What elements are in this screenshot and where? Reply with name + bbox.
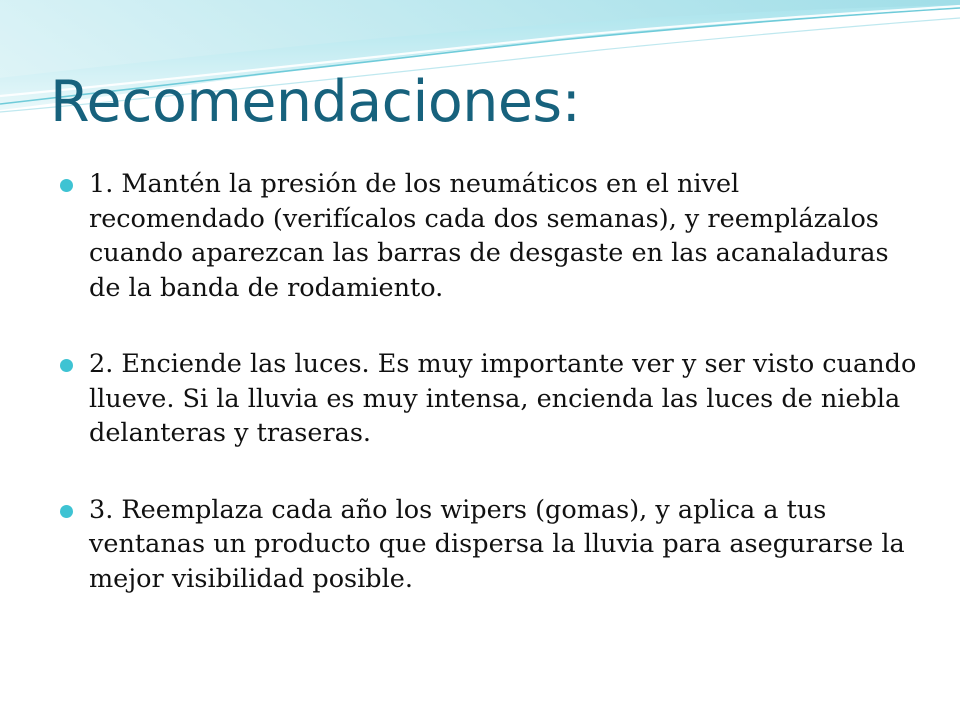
bullet-list [60, 167, 920, 638]
bullet-dot-icon [60, 179, 73, 192]
slide-title: Recomendaciones: [50, 69, 581, 135]
bullet-text: 3. Reemplaza cada año los wipers (gomas), y aplica a tus ventanas un producto que dispersa la lluvia para asegurarse la mejor visibilidad posible. [89, 494, 905, 594]
bullet-text: 2. Enciende las luces. Es muy importante ver y ser visto cuando llueve. Si la lluvia es muy intensa, encienda las luces de niebla delanteras y traseras. [89, 349, 917, 448]
bullet-item-1 [60, 167, 920, 305]
bullet-item-2 [60, 347, 920, 451]
bullet-dot-icon [60, 359, 73, 372]
bullet-item-3 [60, 493, 920, 597]
bullet-dot-icon [60, 505, 73, 518]
bullet-text: 1. Mantén la presión de los neumáticos en el nivel recomendado (verifícalos cada dos semanas), y reemplázalos cuando aparezcan las barras de desgaste en las acanaladuras de la banda de rodamiento. [89, 169, 889, 303]
